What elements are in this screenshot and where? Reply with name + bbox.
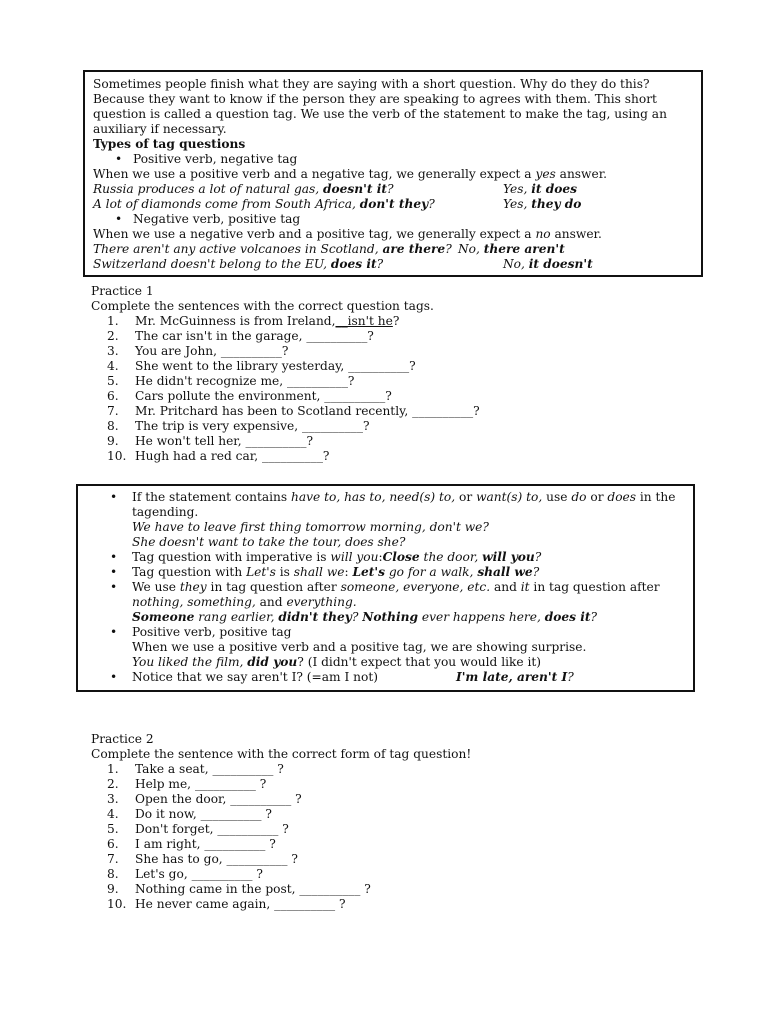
exercise-item xyxy=(91,374,480,389)
rule-positive-positive: • Positive verb, positive tag xyxy=(110,625,292,639)
question-mark: ? xyxy=(409,359,416,373)
exercise-item xyxy=(91,329,480,344)
exercise-item xyxy=(91,434,480,449)
type1-bullet: • Positive verb, negative tag xyxy=(115,152,298,166)
practice-1-section xyxy=(91,284,480,464)
exercise-text: Mr. McGuinness is from Ireland, xyxy=(135,314,336,328)
question-mark: ? xyxy=(306,434,314,448)
exercise-text: Cars pollute the environment, xyxy=(135,389,325,403)
exercise-number: 1. xyxy=(107,762,119,776)
exercise-text: I am right, xyxy=(135,837,205,851)
exercise-item xyxy=(91,449,480,464)
question-mark: ? xyxy=(392,314,400,328)
question-mark: ? xyxy=(362,419,370,433)
exercise-number: 2. xyxy=(107,777,119,791)
rule-someone-example: Someone rang earlier, didn't they? Nothing ever happens here, does it? xyxy=(132,610,598,624)
exercise-text: The trip is very expensive, xyxy=(135,419,303,433)
exercise-text: Do it now, xyxy=(135,807,201,821)
exercise-text: He didn't recognize me, xyxy=(135,374,287,388)
answer-blank[interactable]: __________ xyxy=(324,389,386,403)
answer-blank[interactable]: __________ xyxy=(226,852,288,866)
practice-1-title: Practice 1 xyxy=(91,284,154,298)
exercise-number: 6. xyxy=(107,837,119,851)
exercise-item xyxy=(91,837,471,852)
exercise-item xyxy=(91,777,471,792)
answer-blank[interactable]: __________ xyxy=(348,359,410,373)
exercise-text: Nothing came in the post, xyxy=(135,882,300,896)
type2-explanation: When we use a negative verb and a positive tag, we generally expect a no answer. xyxy=(93,227,602,241)
bullet-icon: • xyxy=(110,550,118,564)
answer-blank[interactable]: __________ xyxy=(217,822,279,836)
question-mark: ? xyxy=(367,329,374,343)
practice-2-list xyxy=(91,762,471,912)
exercise-text: Let's go, xyxy=(135,867,192,881)
rule-someone-nothing: • We use they in tag question after someone, everyone, etc. and it in tag question after nothing, something, and everything. xyxy=(110,580,660,609)
practice-1-list xyxy=(91,314,480,464)
exercise-item xyxy=(91,822,471,837)
exercise-number: 1. xyxy=(107,314,119,328)
bullet-icon: • xyxy=(110,580,118,594)
exercise-number: 5. xyxy=(107,374,119,388)
question-mark: ? xyxy=(261,807,272,821)
exercise-text: You are John, xyxy=(135,344,221,358)
exercise-item xyxy=(91,792,471,807)
question-mark: ? xyxy=(252,867,263,881)
types-heading: Types of tag questions xyxy=(93,137,246,151)
exercise-text: Take a seat, xyxy=(135,762,213,776)
bullet-icon: • xyxy=(115,152,123,166)
intro-paragraph: Sometimes people finish what they are saying with a short question. Why do they do this? Because they want to know if the person they are speaking to agrees with them. This short question is called a question tag. We use the verb of the statement to make the tag, using an auxiliary if necessary. xyxy=(93,77,667,136)
answer-blank[interactable]: __________ xyxy=(191,867,253,881)
type2-bullet: • Negative verb, positive tag xyxy=(115,212,301,226)
rule-positive-positive-example: You liked the film, did you? (I didn't expect that you would like it) xyxy=(132,655,542,669)
question-mark: ? xyxy=(322,449,330,463)
question-mark: ? xyxy=(360,882,371,896)
exercise-number: 10. xyxy=(107,449,127,463)
exercise-text: The car isn't in the garage, xyxy=(135,329,307,343)
answer-blank[interactable]: __________ xyxy=(274,897,336,911)
exercise-item xyxy=(91,404,480,419)
question-mark: ? xyxy=(287,852,298,866)
exercise-item xyxy=(91,389,480,404)
exercise-number: 8. xyxy=(107,867,119,881)
exercise-number: 2. xyxy=(107,329,119,343)
rule-imperative: • Tag question with imperative is will you:Close the door, will you? xyxy=(110,550,542,564)
question-mark: ? xyxy=(335,897,346,911)
question-mark: ? xyxy=(281,344,289,358)
type1-example-1: Russia produces a lot of natural gas, doesn't it? Yes, it does xyxy=(93,182,577,196)
exercise-item xyxy=(91,344,480,359)
exercise-item xyxy=(91,897,471,912)
types-of-tag-questions-box xyxy=(83,70,703,277)
question-mark: ? xyxy=(291,792,302,806)
exercise-text: Help me, xyxy=(135,777,195,791)
exercise-number: 4. xyxy=(107,807,119,821)
practice-2-instruction: Complete the sentence with the correct form of tag question! xyxy=(91,747,472,761)
exercise-number: 3. xyxy=(107,344,119,358)
exercise-text: She went to the library yesterday, xyxy=(135,359,349,373)
exercise-text: Don't forget, xyxy=(135,822,218,836)
answer-blank[interactable]: __isn't he xyxy=(335,314,393,328)
exercise-text: Mr. Pritchard has been to Scotland recently, xyxy=(135,404,413,418)
question-mark: ? xyxy=(473,404,480,418)
answer-blank[interactable]: __________ xyxy=(412,404,474,418)
exercise-item xyxy=(91,419,480,434)
answer-blank[interactable]: __________ xyxy=(302,419,363,433)
question-mark: ? xyxy=(255,777,267,791)
answer-blank[interactable]: __________ xyxy=(194,777,256,791)
answer-blank[interactable]: __________ xyxy=(306,329,368,343)
type2-example-1: There aren't any active volcanoes in Scotland, are there? No, there aren't xyxy=(93,242,565,256)
exercise-text: She has to go, xyxy=(135,852,227,866)
exercise-item xyxy=(91,882,471,897)
exercise-text: Hugh had a red car, xyxy=(135,449,262,463)
tag-question-rules-box xyxy=(76,484,695,692)
answer-blank[interactable]: __________ xyxy=(286,374,348,388)
exercise-number: 8. xyxy=(107,419,119,433)
exercise-number: 7. xyxy=(107,404,119,418)
exercise-item xyxy=(91,867,471,882)
question-mark: ? xyxy=(385,389,392,403)
practice-2-title: Practice 2 xyxy=(91,732,154,746)
practice-2-section xyxy=(91,732,471,912)
exercise-item xyxy=(91,807,471,822)
practice-1-instruction: Complete the sentences with the correct question tags. xyxy=(91,299,434,313)
rule-have-to-example-2: She doesn't want to take the tour, does she? xyxy=(132,535,406,549)
question-mark: ? xyxy=(265,837,276,851)
exercise-number: 5. xyxy=(107,822,119,836)
rule-have-to: • If the statement contains have to, has to, need(s) to, or want(s) to, use do or does in the tagending. xyxy=(110,490,676,519)
exercise-number: 7. xyxy=(107,852,119,866)
question-mark: ? xyxy=(278,822,289,836)
answer-blank[interactable]: __________ xyxy=(204,837,266,851)
rule-positive-positive-explanation: When we use a positive verb and a positive tag, we are showing surprise. xyxy=(132,640,587,654)
question-mark: ? xyxy=(273,762,284,776)
answer-blank[interactable]: __________ xyxy=(299,882,361,896)
exercise-text: Open the door, xyxy=(135,792,231,806)
answer-blank[interactable]: __________ xyxy=(230,792,292,806)
type2-example-2: Switzerland doesn't belong to the EU, does it? No, it doesn't xyxy=(93,257,593,271)
rule-have-to-example-1: We have to leave first thing tomorrow morning, don't we? xyxy=(132,520,489,534)
bullet-icon: • xyxy=(115,212,123,226)
exercise-item xyxy=(91,359,480,374)
answer-blank[interactable]: __________ xyxy=(220,344,282,358)
exercise-text: He never came again, xyxy=(135,897,275,911)
exercise-text: He won't tell her, xyxy=(135,434,246,448)
bullet-icon: • xyxy=(110,670,118,684)
exercise-number: 10. xyxy=(107,897,127,911)
rule-lets: • Tag question with Let's is shall we: Let's go for a walk, shall we? xyxy=(110,565,540,579)
exercise-item xyxy=(91,762,471,777)
exercise-item xyxy=(91,852,471,867)
answer-blank[interactable]: __________ xyxy=(200,807,262,821)
type1-explanation: When we use a positive verb and a negative tag, we generally expect a yes answer. xyxy=(93,167,608,181)
exercise-number: 9. xyxy=(107,434,119,448)
exercise-number: 3. xyxy=(107,792,119,806)
exercise-number: 6. xyxy=(107,389,119,403)
bullet-icon: • xyxy=(110,625,118,639)
exercise-item xyxy=(91,314,480,329)
question-mark: ? xyxy=(347,374,355,388)
type1-example-2: A lot of diamonds come from South Africa, don't they? Yes, they do xyxy=(93,197,582,211)
exercise-number: 9. xyxy=(107,882,119,896)
rule-arent-i: • Notice that we say aren't I? (=am I not) I'm late, aren't I? xyxy=(110,670,574,684)
answer-blank[interactable]: __________ xyxy=(261,449,323,463)
answer-blank[interactable]: __________ xyxy=(212,762,274,776)
exercise-number: 4. xyxy=(107,359,119,373)
bullet-icon: • xyxy=(110,490,118,504)
bullet-icon: • xyxy=(110,565,118,579)
answer-blank[interactable]: __________ xyxy=(245,434,307,448)
